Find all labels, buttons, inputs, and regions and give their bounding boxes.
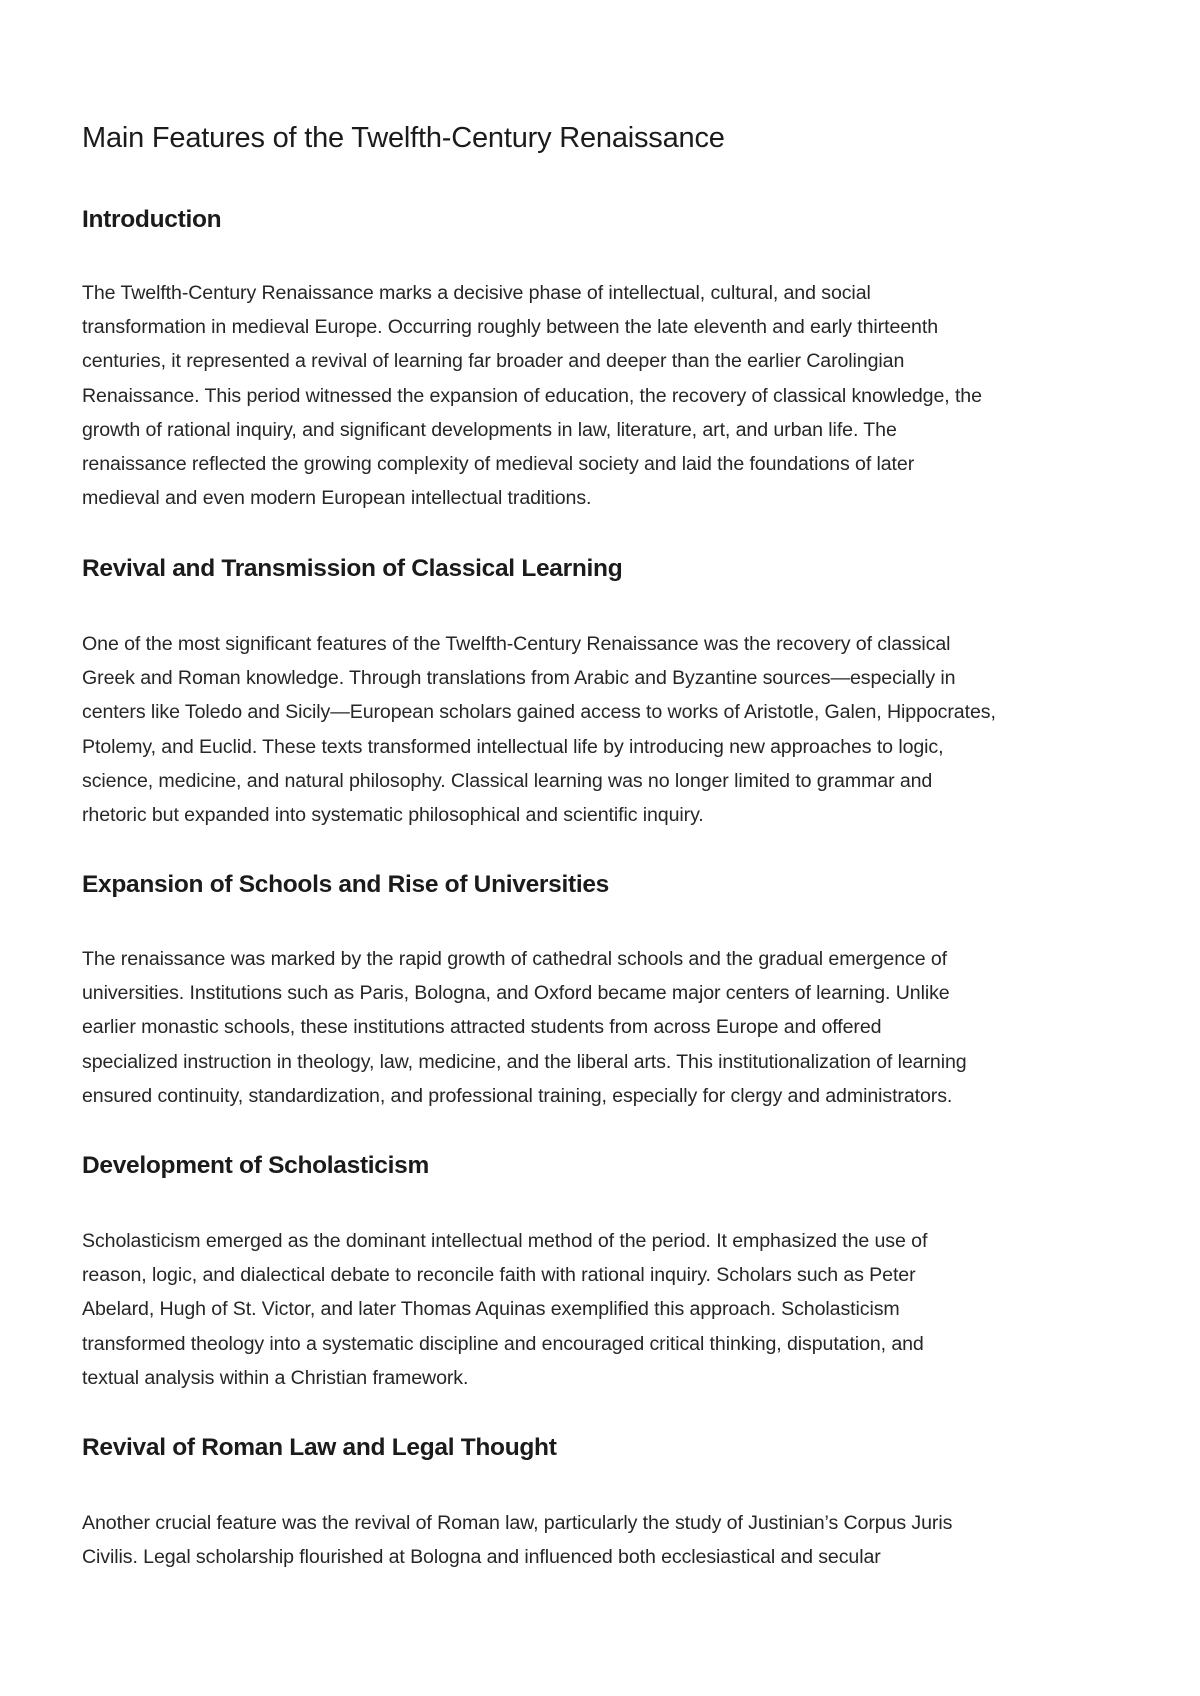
paragraph-line: growth of rational inquiry, and significant developments in law, literature, art, and urban life. The: [82, 418, 897, 441]
section-heading-roman-law: Revival of Roman Law and Legal Thought: [82, 1434, 557, 1461]
paragraph-line: reason, logic, and dialectical debate to reconcile faith with rational inquiry. Scholars such as Peter: [82, 1264, 916, 1287]
paragraph-line: textual analysis within a Christian framework.: [82, 1366, 469, 1389]
paragraph-line: science, medicine, and natural philosophy. Classical learning was no longer limited to grammar and: [82, 769, 933, 792]
paragraph-line: transformed theology into a systematic discipline and encouraged critical thinking, disputation, and: [82, 1332, 924, 1355]
paragraph-line: Abelard, Hugh of St. Victor, and later Thomas Aquinas exemplified this approach. Scholasticism: [82, 1298, 900, 1321]
paragraph-line: centers like Toledo and Sicily—European scholars gained access to works of Aristotle, Galen, Hippocrates,: [82, 701, 996, 724]
section-paragraph-scholasticism: [82, 1224, 1132, 1395]
section-heading-introduction: Introduction: [82, 206, 222, 233]
paragraph-line: medieval and even modern European intellectual traditions.: [82, 487, 592, 510]
paragraph-line: One of the most significant features of the Twelfth-Century Renaissance was the recovery of classical: [82, 633, 951, 655]
paragraph-line: earlier monastic schools, these institutions attracted students from across Europe and offered: [82, 1016, 882, 1039]
paragraph-line: The renaissance was marked by the rapid growth of cathedral schools and the gradual emergence of: [82, 948, 948, 970]
paragraph-line: renaissance reflected the growing complexity of medieval society and laid the foundations of later: [82, 453, 915, 476]
section-paragraph-introduction: [82, 276, 1132, 515]
paragraph-line: specialized instruction in theology, law, medicine, and the liberal arts. This institutionalization of learning: [82, 1050, 967, 1073]
paragraph-line: ensured continuity, standardization, and professional training, especially for clergy and administrators.: [82, 1084, 953, 1107]
paragraph-line: transformation in medieval Europe. Occurring roughly between the late eleventh and early thirteenth: [82, 316, 938, 339]
section-heading-classical-learning: Revival and Transmission of Classical Learning: [82, 555, 623, 582]
paragraph-line: centuries, it represented a revival of learning far broader and deeper than the earlier Carolingian: [82, 350, 905, 373]
document-title: Main Features of the Twelfth-Century Renaissance: [82, 122, 725, 154]
paragraph-line: Renaissance. This period witnessed the expansion of education, the recovery of classical knowledge, the: [82, 384, 982, 407]
section-paragraph-classical-learning: [82, 627, 1132, 832]
paragraph-line: rhetoric but expanded into systematic philosophical and scientific inquiry.: [82, 804, 704, 827]
paragraph-line: Ptolemy, and Euclid. These texts transformed intellectual life by introducing new approaches to logic,: [82, 735, 944, 758]
paragraph-line: universities. Institutions such as Paris, Bologna, and Oxford became major centers of learning. Unlike: [82, 982, 950, 1005]
paragraph-line: Scholasticism emerged as the dominant intellectual method of the period. It emphasized the use of: [82, 1230, 928, 1252]
paragraph-line: Another crucial feature was the revival of Roman law, particularly the study of Justinian’s Corpus Juris: [82, 1512, 953, 1534]
section-paragraph-universities: [82, 942, 1132, 1113]
section-paragraph-roman-law: [82, 1506, 1132, 1574]
paragraph-line: Civilis. Legal scholarship flourished at Bologna and influenced both ecclesiastical and secular: [82, 1546, 881, 1569]
section-heading-scholasticism: Development of Scholasticism: [82, 1152, 429, 1179]
paragraph-line: The Twelfth-Century Renaissance marks a decisive phase of intellectual, cultural, and social: [82, 282, 871, 304]
section-heading-universities: Expansion of Schools and Rise of Universities: [82, 871, 609, 898]
paragraph-line: Greek and Roman knowledge. Through translations from Arabic and Byzantine sources—especially in: [82, 667, 956, 690]
